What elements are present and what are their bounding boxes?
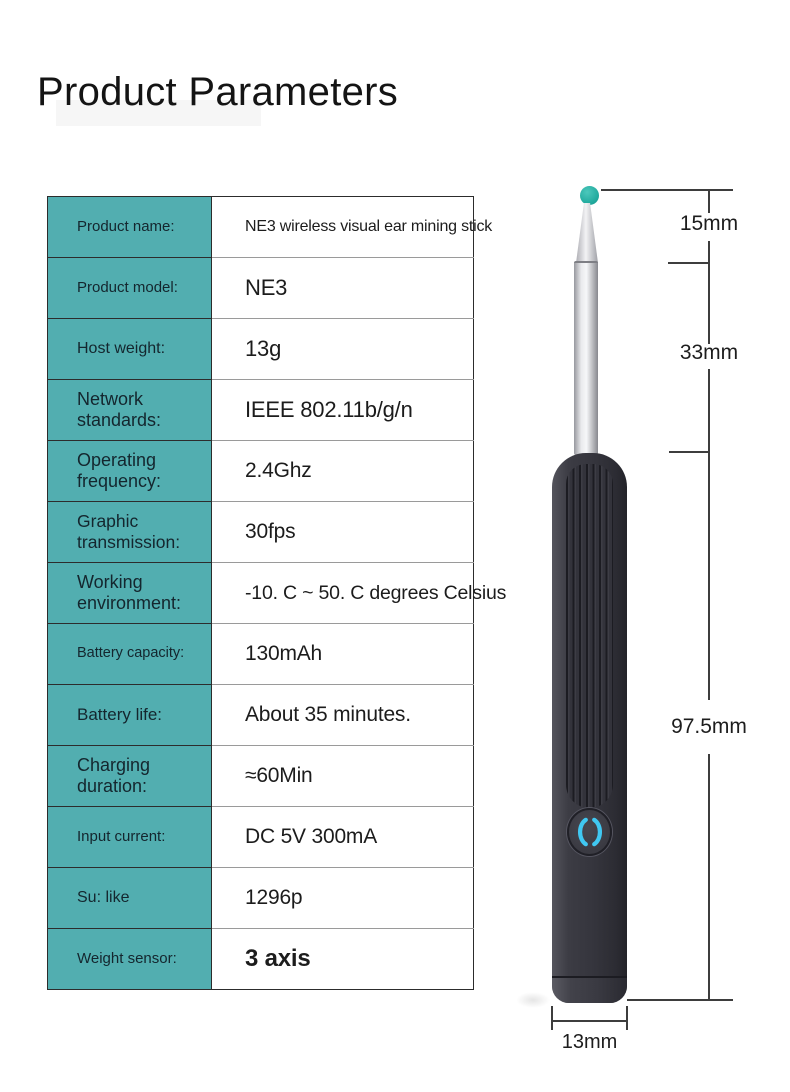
dimension-line [627, 999, 733, 1001]
dimension-tick [551, 1006, 553, 1030]
spec-value: ≈60Min [212, 746, 474, 807]
spec-label: Operating frequency: [48, 441, 212, 502]
spec-value: 3 axis [212, 929, 474, 990]
spec-label: Host weight: [48, 319, 212, 380]
row-network-standards [48, 380, 474, 441]
row-graphic-transmission [48, 502, 474, 563]
device-handle [552, 453, 627, 1003]
handle-bottom-cap [552, 976, 627, 1003]
row-working-environment [48, 563, 474, 624]
probe-tip-cone [576, 203, 598, 263]
row-su-like [48, 868, 474, 929]
spec-label: Graphic transmission: [48, 502, 212, 563]
power-button [567, 808, 612, 856]
spec-label: Charging duration: [48, 746, 212, 807]
dimension-tick [669, 451, 708, 453]
dimension-label-body: 97.5mm [671, 715, 747, 738]
row-battery-life [48, 685, 474, 746]
spec-label: Su: like [48, 868, 212, 929]
dimension-line [551, 1020, 628, 1022]
spec-value: DC 5V 300mA [212, 807, 474, 868]
row-product-name [48, 197, 474, 258]
dimension-line [708, 754, 710, 1001]
dimension-tick [626, 1006, 628, 1030]
dimension-line [601, 189, 733, 191]
spec-value: 2.4Ghz [212, 441, 474, 502]
dimension-label-tip: 15mm [679, 212, 739, 235]
row-battery-capacity [48, 624, 474, 685]
dimension-label-width: 13mm [561, 1031, 618, 1053]
dimension-line [708, 369, 710, 700]
spec-value: -10. C ~ 50. C degrees Celsius [212, 563, 474, 624]
dimension-tick [668, 262, 708, 264]
spec-value: 30fps [212, 502, 474, 563]
row-charging-duration [48, 746, 474, 807]
dimension-label-probe: 33mm [679, 341, 739, 364]
spec-label: Product name: [48, 197, 212, 258]
spec-value: About 35 minutes. [212, 685, 474, 746]
spec-value: IEEE 802.11b/g/n [212, 380, 474, 441]
spec-label: Working environment: [48, 563, 212, 624]
power-ring-icon [575, 815, 605, 849]
page-title: Product Parameters [37, 70, 399, 114]
handle-grip-ridges [566, 464, 613, 808]
spec-value: NE3 wireless visual ear mining stick [212, 197, 474, 258]
row-product-model [48, 258, 474, 319]
probe-tip-ball [580, 186, 599, 205]
spec-table [47, 196, 507, 990]
spec-label: Battery life: [48, 685, 212, 746]
device-shadow [516, 992, 550, 1008]
spec-label: Product model: [48, 258, 212, 319]
row-input-current [48, 807, 474, 868]
spec-value: 1296p [212, 868, 474, 929]
probe-shaft [574, 261, 598, 455]
spec-value: NE3 [212, 258, 474, 319]
spec-label: Battery capacity: [48, 624, 212, 685]
spec-value: 130mAh [212, 624, 474, 685]
spec-label: Network standards: [48, 380, 212, 441]
dimension-line [708, 241, 710, 344]
spec-label: Weight sensor: [48, 929, 212, 990]
row-operating-frequency [48, 441, 474, 502]
row-weight-sensor [48, 929, 474, 990]
spec-value: 13g [212, 319, 474, 380]
row-host-weight [48, 319, 474, 380]
dimension-line [708, 189, 710, 213]
spec-label: Input current: [48, 807, 212, 868]
